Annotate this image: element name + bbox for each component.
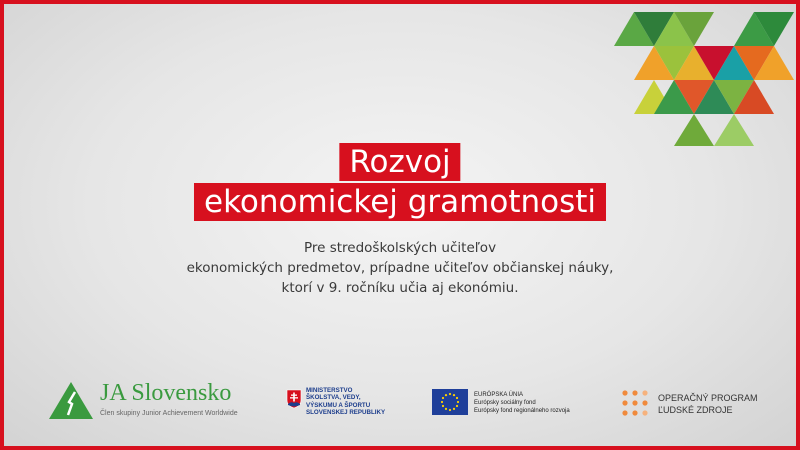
decorative-triangles-icon <box>614 12 794 146</box>
slovak-coat-of-arms-icon <box>286 389 302 409</box>
eu-line-2: Európsky sociálny fond <box>474 400 536 406</box>
subtitle-line-1: Pre stredoškolských učiteľov <box>303 240 497 256</box>
op-logo <box>620 388 770 422</box>
op-dots-icon <box>620 388 650 418</box>
title-line-2: ekonomickej gramotnosti <box>194 183 606 221</box>
ministry-line-3: VÝSKUMU A ŠPORTU <box>306 401 371 409</box>
ja-name: JA Slovensko <box>100 380 232 406</box>
eu-line-3: Európsky fond regionálneho rozvoja <box>474 408 570 414</box>
ministry-line-4: SLOVENSKEJ REPUBLIKY <box>306 409 386 417</box>
ministry-logo <box>286 385 396 425</box>
op-line-1: OPERAČNÝ PROGRAM <box>658 393 758 403</box>
subtitle-line-2: ekonomických predmetov, prípadne učiteľov občianskej náuky, <box>186 260 614 276</box>
title-line-1: Rozvoj <box>339 143 460 181</box>
ministry-line-1: MINISTERSTVO <box>306 387 353 394</box>
ministry-line-2: ŠKOLSTVA, VEDY, <box>306 394 361 402</box>
ja-tagline: Člen skupiny Junior Achievement Worldwide <box>100 410 238 417</box>
op-text <box>658 392 758 416</box>
eu-flag-icon <box>432 389 468 415</box>
eu-line-1: EURÓPSKA ÚNIA <box>474 392 524 398</box>
eu-logo <box>432 389 602 419</box>
eu-text <box>474 391 570 415</box>
subtitle-line-3: ktorí v 9. ročníku učia aj ekonómiu. <box>281 280 519 296</box>
op-line-2: ĽUDSKÉ ZDROJE <box>658 405 733 415</box>
ministry-text <box>306 387 385 417</box>
ja-mountain-icon <box>48 380 94 420</box>
subtitle <box>4 238 796 298</box>
ja-slovensko-logo <box>48 380 248 422</box>
